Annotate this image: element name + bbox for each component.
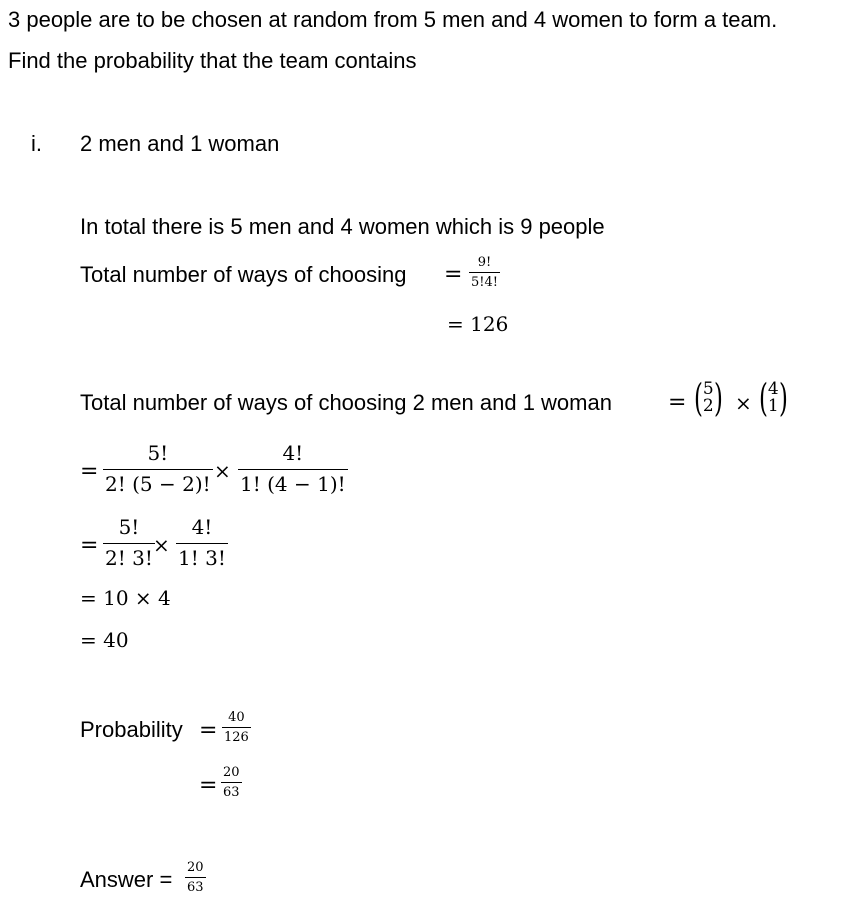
fraction-numerator: 20 xyxy=(223,765,240,780)
step3-product: = 10 × 4 xyxy=(80,586,171,610)
binomial-top: 4 xyxy=(767,379,779,399)
solution-intro: In total there is 5 men and 4 women which is 9 people xyxy=(80,214,605,239)
left-paren-icon: ( xyxy=(693,376,703,420)
fraction-denominator: 2! 3! xyxy=(105,546,153,571)
step1-fraction-2 xyxy=(238,441,348,497)
binomial-5-choose-2 xyxy=(691,376,725,420)
equals-sign: = xyxy=(199,773,218,798)
fraction-numerator: 4! xyxy=(282,441,304,465)
times-sign: × xyxy=(153,533,170,557)
fraction-numerator: 40 xyxy=(228,710,245,725)
binomial-top: 5 xyxy=(702,379,714,399)
fraction-numerator: 4! xyxy=(191,515,213,539)
part-number: i. xyxy=(31,131,42,156)
fraction-denominator: 63 xyxy=(223,785,240,801)
fraction-numerator: 20 xyxy=(187,860,204,875)
question-line-2: Find the probability that the team contains xyxy=(8,48,417,73)
equals-sign: = xyxy=(199,718,218,743)
left-paren-icon: ( xyxy=(758,376,768,420)
fraction-denominator: 126 xyxy=(224,730,249,746)
times-sign: × xyxy=(214,459,231,483)
choose-label: Total number of ways of choosing 2 men and 1 woman xyxy=(80,390,612,415)
part-label: 2 men and 1 woman xyxy=(80,131,280,156)
total-ways-fraction xyxy=(469,256,500,289)
question-line-1: 3 people are to be chosen at random from 5 men and 4 women to form a team. xyxy=(8,7,778,32)
right-paren-icon: ) xyxy=(778,376,788,420)
probability-fraction-1 xyxy=(222,711,251,744)
fraction-numerator: 9! xyxy=(477,255,492,270)
step1-fraction-1 xyxy=(103,441,213,497)
step2-fraction-1 xyxy=(103,515,155,571)
fraction-denominator: 2! (5 − 2)! xyxy=(105,472,211,497)
binomial-bottom: 1 xyxy=(767,396,779,416)
times-sign: × xyxy=(735,391,752,415)
right-paren-icon: ) xyxy=(713,376,723,420)
total-ways-label: Total number of ways of choosing xyxy=(80,262,407,287)
equals-sign: = xyxy=(668,390,687,415)
answer-fraction xyxy=(185,861,206,894)
equals-sign: = xyxy=(80,533,99,558)
probability-fraction-2 xyxy=(221,766,242,799)
equals-sign: = xyxy=(444,262,463,287)
fraction-numerator: 5! xyxy=(118,515,140,539)
binomial-4-choose-1 xyxy=(756,376,790,420)
binomial-bottom: 2 xyxy=(702,396,714,416)
fraction-denominator: 1! 3! xyxy=(178,546,226,571)
answer-label: Answer = xyxy=(80,867,173,892)
fraction-denominator: 5!4! xyxy=(471,275,498,291)
fraction-denominator: 63 xyxy=(187,880,204,896)
fraction-denominator: 1! (4 − 1)! xyxy=(240,472,346,497)
step4-result: = 40 xyxy=(80,628,129,652)
step2-fraction-2 xyxy=(176,515,228,571)
equals-sign: = xyxy=(80,459,99,484)
total-ways-result: = 126 xyxy=(447,312,509,336)
fraction-numerator: 5! xyxy=(147,441,169,465)
probability-label: Probability xyxy=(80,717,183,742)
